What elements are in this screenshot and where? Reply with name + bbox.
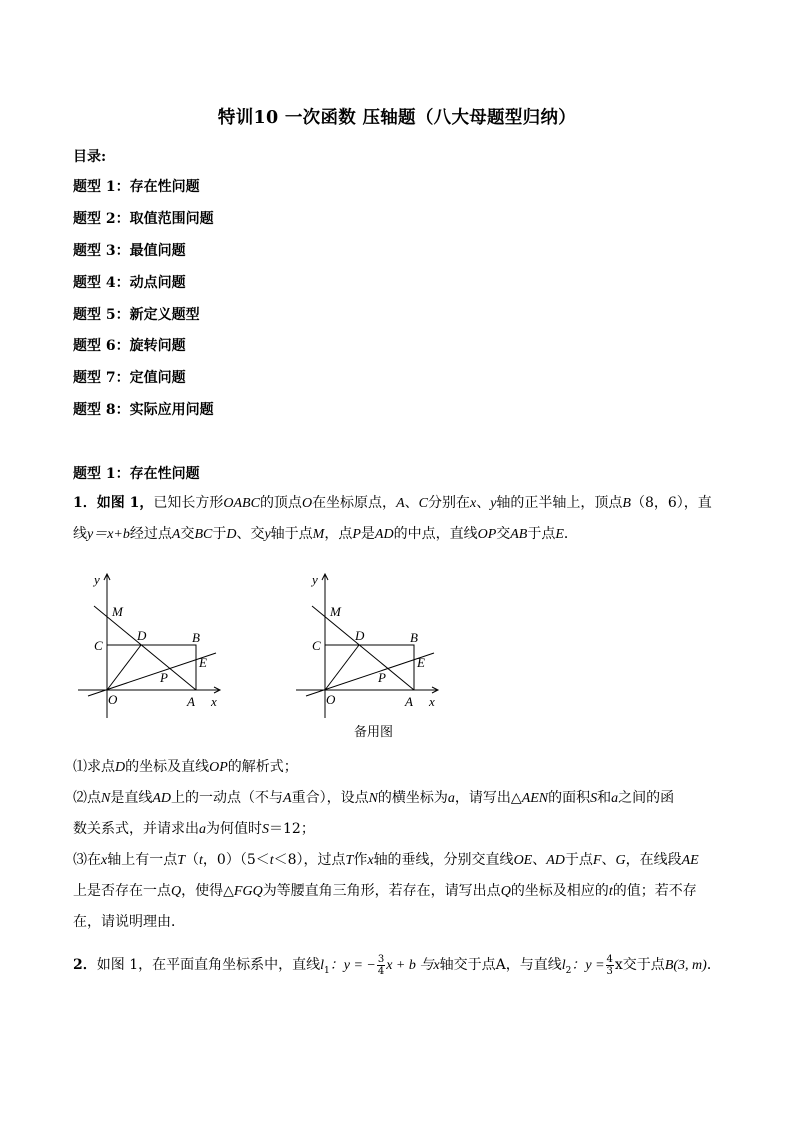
fraction-four-thirds: $\frac{4}{3}$	[606, 953, 613, 977]
line-ad	[312, 606, 414, 690]
figure-backup	[292, 568, 442, 722]
label-d: D	[355, 628, 365, 643]
label-b: B	[410, 630, 418, 645]
question-3-line-2: 上是否存在一点Q，使得△FGQ为等腰直角三角形，若存在，请写出点Q的坐标及相应的t的值；若不存	[73, 883, 697, 899]
problem-1-questions	[73, 752, 723, 938]
problem-2-statement: 2．如图 1，在平面直角坐标系中，直线$l_1$：y = − $\frac{3}{4}$ x + b 与x轴交于点A，与直线$l_2$：y = $\frac{4}{3}$ x交于点B(3, m)．	[73, 953, 721, 977]
toc-item-8[interactable]: 题型 8：实际应用问题	[73, 402, 214, 418]
question-2-line-2: 数关系式，并请求出a为何值时S＝12；	[73, 821, 315, 837]
rectangle-oabc	[325, 645, 414, 690]
segment-od	[325, 645, 359, 690]
toc-heading: 目录:	[73, 149, 107, 165]
problem-1-statement	[73, 488, 723, 550]
label-m: M	[112, 604, 123, 619]
toc-item-7[interactable]: 题型 7：定值问题	[73, 370, 186, 386]
figure-caption: 备用图	[354, 725, 394, 740]
label-y: y	[94, 572, 100, 587]
label-o: O	[326, 692, 336, 707]
toc-item-6[interactable]: 题型 6：旋转问题	[73, 338, 186, 354]
label-e: E	[199, 655, 207, 670]
toc-item-3[interactable]: 题型 3：最值问题	[73, 243, 186, 259]
label-a: A	[187, 694, 195, 709]
label-p: P	[378, 670, 386, 685]
label-d: D	[137, 628, 147, 643]
page-title: 特训10 一次函数 压轴题（八大母题型归纳）	[217, 108, 577, 128]
label-o: O	[108, 692, 118, 707]
figure-backup-svg	[292, 568, 442, 718]
toc-item-1[interactable]: 题型 1：存在性问题	[73, 179, 200, 195]
label-c: C	[94, 638, 103, 653]
figure-1-svg	[74, 568, 224, 718]
label-a: A	[405, 694, 413, 709]
label-e: E	[417, 655, 425, 670]
rectangle-oabc	[107, 645, 196, 690]
label-c: C	[312, 638, 321, 653]
segment-od	[107, 645, 141, 690]
problem-1-line-1: 1．如图 1，已知长方形OABC的顶点O在坐标原点，A、C分别在x、y轴的正半轴上，顶点B（8，6），直	[73, 495, 712, 511]
label-y: y	[312, 572, 318, 587]
figure-1	[74, 568, 224, 722]
label-b: B	[192, 630, 200, 645]
problem-1-line-2: 线y＝x+b经过点A交BC于D、交y轴于点M，点P是AD的中点，直线OP交AB于点E．	[73, 526, 578, 542]
toc-item-5[interactable]: 题型 5：新定义题型	[73, 307, 200, 323]
label-x: x	[429, 694, 435, 709]
section-heading-1: 题型 1：存在性问题	[73, 466, 200, 482]
label-p: P	[160, 670, 168, 685]
label-x: x	[211, 694, 217, 709]
label-m: M	[330, 604, 341, 619]
question-2-line-1: ⑵点N是直线AD上的一动点（不与A重合），设点N的横坐标为a，请写出△AEN的面积S和a之间的函	[73, 790, 675, 806]
line-ad	[94, 606, 196, 690]
question-3-line-1: ⑶在x轴上有一点T（t，0）（5＜t＜8），过点T作x轴的垂线，分别交直线OE、AD于点F、G，在线段AE	[73, 852, 699, 868]
question-3-line-3: 在，请说明理由．	[73, 914, 185, 930]
question-1: ⑴求点D的坐标及直线OP的解析式；	[73, 759, 298, 775]
toc-item-2[interactable]: 题型 2：取值范围问题	[73, 211, 214, 227]
toc-item-4[interactable]: 题型 4：动点问题	[73, 275, 186, 291]
fraction-three-quarters: $\frac{3}{4}$	[377, 953, 385, 977]
